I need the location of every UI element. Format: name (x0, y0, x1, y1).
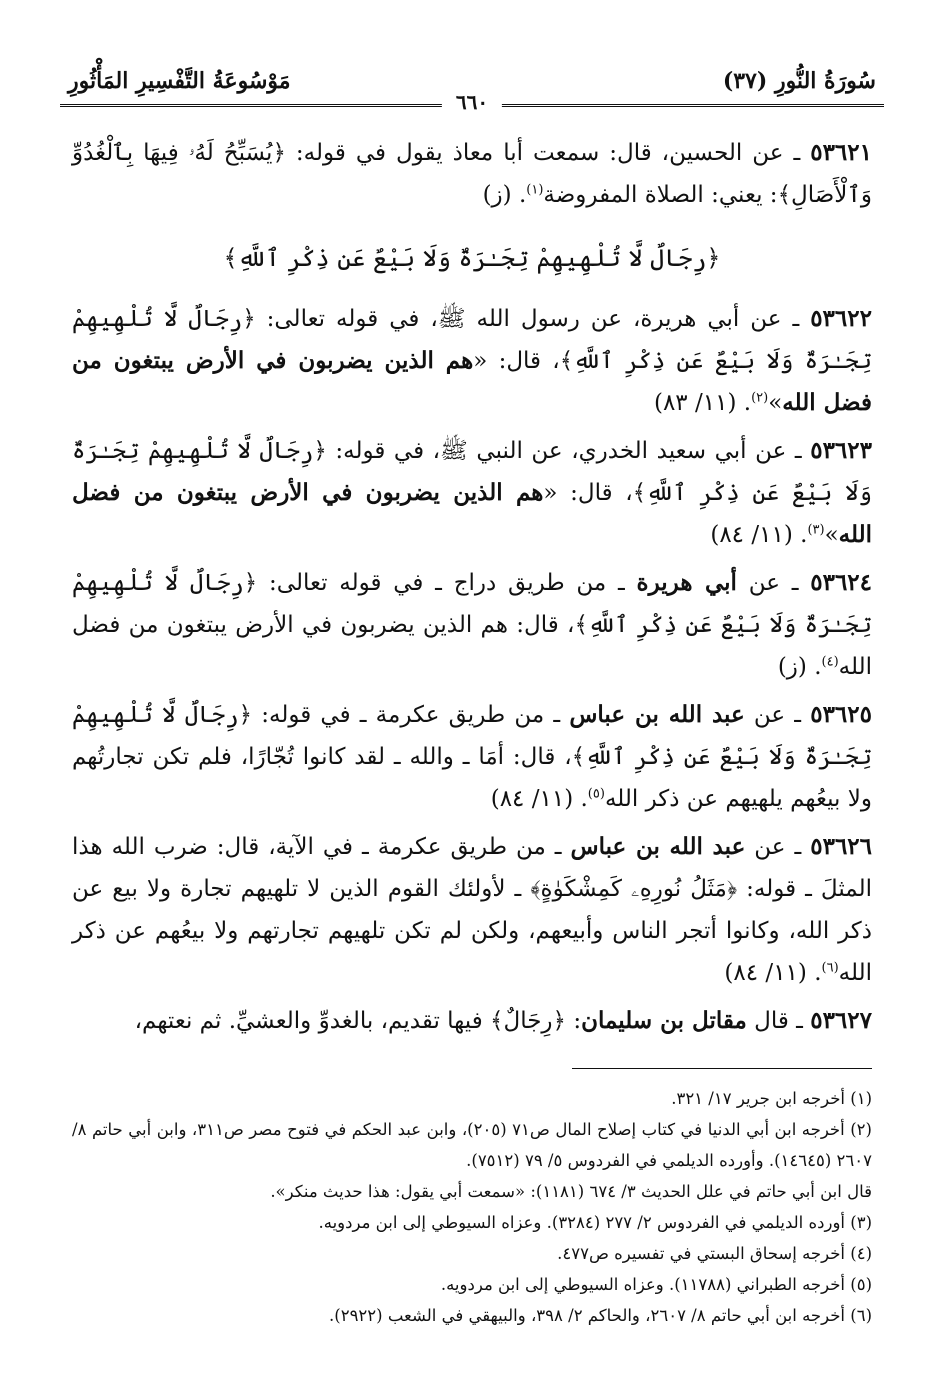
entry-number: ٥٣٦٢١ (810, 139, 872, 166)
entry-text: ـ عن (744, 702, 811, 728)
entry-text: ـ عن (736, 570, 811, 596)
footnote-marker: (١) (526, 182, 544, 198)
entry-text: » (768, 390, 783, 416)
page-number: ٦٦٠ (442, 90, 502, 114)
entry-text: ـ قال (746, 1008, 811, 1034)
entry-number: ٥٣٦٢٧ (810, 1007, 872, 1034)
entry-text: ، قال: أمَا ـ والله ـ لقد كانوا تُجّارًا، فلم تكن تجارتُهم ولا بيعُهم يلهيهم عن ذكر الله (72, 744, 872, 812)
volume-ref: . (١١/ ٨٤) (490, 786, 588, 812)
footnote: (١) أخرجه ابن جرير ١٧/ ٣٢١. (671, 1089, 872, 1108)
entry-text: ، قال: هم الذين يضربون في الأرض يبتغون من فضل الله (72, 612, 872, 680)
volume-ref: . (١١/ ٨٣) (653, 390, 752, 416)
entry-53624 (60, 562, 884, 688)
volume-ref: . (١١/ ٨٤) (724, 960, 822, 986)
narrator-name: عبد الله بن عباس (569, 701, 745, 728)
entry-53623 (60, 430, 884, 556)
entries (60, 132, 884, 1042)
narrator-name: مقاتل بن سليمان (581, 1007, 747, 1034)
footnote: قال ابن أبي حاتم في علل الحديث ٣/ ٦٧٤ (١١٨١): «سمعت أبي يقول: هذا حديث منكر». (270, 1182, 872, 1201)
heading-verse: ﴿ رِجَالٌ لَّا تُلْهِيهِمْ تِجَـٰرَةٌ وَلَا بَيْعٌ عَن ذِكْرِ ٱللَّهِ ﴾ (224, 244, 721, 272)
entry-53627 (60, 1000, 884, 1042)
entry-53621 (60, 132, 884, 216)
entry-text: ـ من طريق عكرمة ـ في الآية، قال: ضرب الله هذا المثلَ ـ قوله: (72, 834, 872, 902)
sura-title: سُورَةُ النُّورِ (٣٧) (722, 68, 876, 94)
entry-53622 (60, 298, 884, 424)
footnote-marker: (٤) (821, 654, 839, 670)
entry-tail: . (ز) (482, 182, 527, 208)
footnote: (٣) أورده الديلمي في الفردوس ٢/ ٢٧٧ (٣٢٨٤). وعزاه السيوطي إلى ابن مردويه. (318, 1213, 872, 1232)
entry-text: ـ عن أبي هريرة، عن رسول الله ﷺ، في قوله تعالى: (255, 306, 811, 332)
entry-text: ، قال: « (543, 480, 633, 506)
quran-verse: ﴿ رِجَالٌ ﴾ (490, 1008, 566, 1034)
book-title: مَوْسُوعَةُ التَّفْسِيرِ المَأْثُورِ (68, 68, 291, 94)
entry-text: ، قال: « (473, 348, 560, 374)
quran-verse: ﴿ يُسَبِّحُ لَهُۥ فِيهَا بِٱلْغُدُوِّ وَٱلْأَصَالِ ﴾ (72, 140, 872, 208)
entry-number: ٥٣٦٢٥ (810, 701, 872, 728)
book-page (60, 60, 884, 1339)
entry-text: ـ عن الحسين، قال: سمعت أبا معاذ يقول في قوله: (285, 140, 811, 166)
footnote-marker: (٣) (807, 522, 825, 538)
quran-verse: ﴿ رِجَالٌ لَّا تُلْهِيهِمْ تِجَـٰرَةٌ وَلَا بَيْعٌ عَن ذِكْرِ ٱللَّهِ ﴾ (72, 570, 872, 638)
hadith-text: هم الذين يضربون في الأرض يبتغون من فضل الله (72, 479, 872, 548)
narrator-name: أبي هريرة (636, 569, 737, 596)
entry-text: ـ عن (745, 834, 811, 860)
footnote-marker: (٥) (587, 786, 605, 802)
entry-number: ٥٣٦٢٣ (810, 437, 872, 464)
entry-number: ٥٣٦٢٦ (810, 833, 873, 860)
entry-text: ـ من طريق دراج ـ في قوله تعالى: (257, 570, 637, 596)
footnote: (٤) أخرجه إسحاق البستي في تفسيره ص٤٧٧. (557, 1244, 872, 1263)
footnote-separator (572, 1068, 872, 1069)
entry-text: : (566, 1008, 582, 1034)
footnote-marker: (٦) (821, 960, 839, 976)
narrator-name: عبد الله بن عباس (570, 833, 746, 860)
entry-text: ـ عن أبي سعيد الخدري، عن النبي ﷺ، في قوله: (326, 438, 811, 464)
volume-ref: . (١١/ ٨٤) (710, 522, 808, 548)
entry-number: ٥٣٦٢٤ (810, 569, 873, 596)
footnote: (٥) أخرجه الطبراني (١١٧٨٨). وعزاه السيوطي إلى ابن مردويه. (440, 1275, 872, 1294)
quran-verse: ﴿ رِجَالٌ لَّا تُلْهِيهِمْ تِجَـٰرَةٌ وَلَا بَيْعٌ عَن ذِكْرِ ٱللَّهِ ﴾ (72, 702, 872, 770)
entry-53626 (60, 826, 884, 994)
page-header (60, 60, 884, 114)
footnote: (٢) أخرجه ابن أبي الدنيا في كتاب إصلاح المال ص٧١ (٢٠٥)، وابن عبد الحكم في فتوح مصر ص٣١١، وابن أبي حاتم ٨/ ٢٦٠٧ (١٤٦٤٥). وأورده الديلمي في الفردوس ٥/ ٧٩ (٧٥١٢). (72, 1120, 872, 1170)
footnotes (60, 1083, 884, 1331)
entry-53625 (60, 694, 884, 820)
verse-heading (60, 244, 884, 272)
quran-verse: ﴿ رِجَالٌ لَّا تُلْهِيهِمْ تِجَـٰرَةٌ وَلَا بَيْعٌ عَن ذِكْرِ ٱللَّهِ ﴾ (72, 438, 872, 506)
entry-tail: . (ز) (777, 654, 822, 680)
entry-text: ـ لأولئك القوم الذين لا تلهيهم تجارة ولا بيع عن ذكر الله، وكانوا أتجر الناس وأبيعهم، ولكن لم تكن تلهيهم تجارتهم ولا بيعُهم عن ذكر الله (72, 876, 872, 986)
footnote: (٦) أخرجه ابن أبي حاتم ٨/ ٢٦٠٧، والحاكم ٢/ ٣٩٨، والبيهقي في الشعب (٢٩٢٢). (329, 1306, 872, 1325)
entry-text: ـ من طريق عكرمة ـ في قوله: (252, 702, 570, 728)
footnote-marker: (٢) (751, 390, 769, 406)
quran-verse: ﴿ مَثَلُ نُورِهِۦ كَمِشْكَوٰةٍ ﴾ (530, 876, 737, 902)
entry-text: فيها تقديم، بالغدوِّ والعشيِّ. ثم نعتهم، (134, 1008, 491, 1034)
hadith-text: هم الذين يضربون في الأرض يبتغون من فضل الله (72, 347, 872, 416)
entry-number: ٥٣٦٢٢ (810, 305, 872, 332)
entry-text: : يعني: الصلاة المفروضة (543, 182, 778, 208)
quran-verse: ﴿ رِجَالٌ لَّا تُلْهِيهِمْ تِجَـٰرَةٌ وَلَا بَيْعٌ عَن ذِكْرِ ٱللَّهِ ﴾ (72, 306, 872, 374)
entry-text: » (824, 522, 839, 548)
